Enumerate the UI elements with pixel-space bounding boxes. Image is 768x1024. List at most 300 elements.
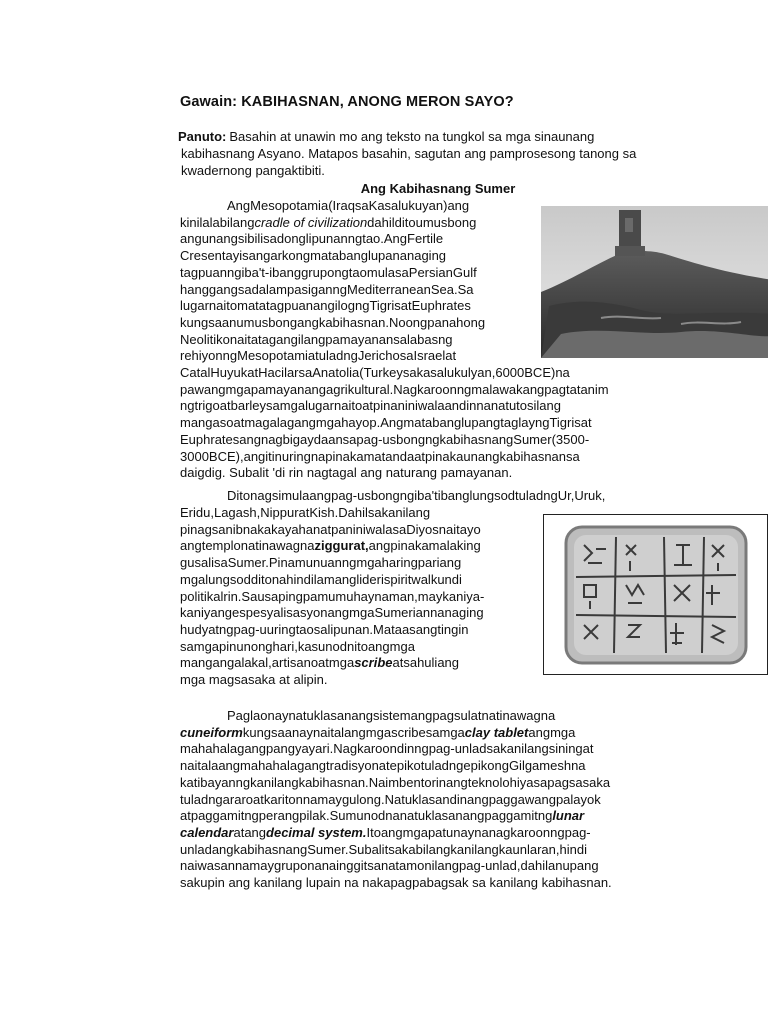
word: ng xyxy=(550,824,565,840)
word: upang xyxy=(562,858,599,874)
word: paggamit xyxy=(190,808,245,824)
word: ng xyxy=(537,808,553,824)
word: matatagpuan xyxy=(237,298,314,314)
word: natamo xyxy=(380,858,425,874)
word: sa xyxy=(472,875,486,891)
word: at xyxy=(253,791,264,807)
text-line xyxy=(180,875,677,892)
word: ang xyxy=(368,538,391,554)
word: natuklasan xyxy=(288,708,352,723)
word: na xyxy=(571,758,586,774)
text-line xyxy=(180,589,532,606)
word: lungsod xyxy=(205,571,251,587)
word: sa xyxy=(342,431,357,447)
word: kanilang xyxy=(489,875,538,891)
word: agrikultural. xyxy=(326,381,394,397)
word: lunar xyxy=(552,808,585,824)
word: Dito xyxy=(227,488,251,503)
word: Gulf xyxy=(452,264,477,280)
text-line xyxy=(180,572,532,589)
word: lider xyxy=(356,571,381,587)
word: lupain xyxy=(305,875,341,891)
word: tulad xyxy=(180,791,209,807)
word: kariton xyxy=(263,791,303,807)
word: tagpuan xyxy=(180,264,227,280)
text-line xyxy=(180,825,677,842)
text-line xyxy=(180,605,532,622)
word: palayok xyxy=(555,791,601,807)
word: clay tablet xyxy=(464,724,529,740)
word: mga xyxy=(389,638,415,654)
word: tingin xyxy=(437,621,469,637)
word: daan xyxy=(313,431,343,447)
word: barley xyxy=(230,398,267,414)
word: pag-uuri xyxy=(233,621,282,637)
word: kaniyang xyxy=(180,605,233,621)
word: cradle of civilization xyxy=(254,214,368,230)
word: scribe xyxy=(354,655,393,671)
word: Subalit xyxy=(229,465,269,481)
word: Sumer. xyxy=(307,841,349,857)
word: mangaso xyxy=(180,415,234,431)
word: Tigris xyxy=(369,298,401,314)
word: may xyxy=(317,791,342,807)
text-line xyxy=(180,365,677,382)
word: naitala xyxy=(180,758,219,774)
word: haring xyxy=(381,555,418,571)
word: ng xyxy=(281,621,296,637)
word: sa xyxy=(486,741,501,757)
word: paniniwala xyxy=(331,521,393,537)
word: hudyat xyxy=(180,621,220,637)
text-line xyxy=(180,215,532,232)
word: kasalukulyan, xyxy=(416,365,496,380)
word: ziggurat, xyxy=(314,538,369,554)
word: sa xyxy=(367,858,381,874)
word: ay xyxy=(225,248,240,264)
word: nainggit xyxy=(321,858,368,874)
word: iba't-ibang xyxy=(241,264,302,280)
word: pinakamalaking xyxy=(390,538,481,554)
word: mga xyxy=(193,638,220,654)
word: labas xyxy=(406,331,439,347)
word: ng xyxy=(222,348,238,364)
word: ay xyxy=(299,724,313,740)
word: at xyxy=(580,415,592,431)
word: 6000 xyxy=(495,365,525,380)
word: kakayahan xyxy=(257,521,321,537)
word: pinunong xyxy=(219,638,273,654)
word: espesyalisasyon xyxy=(232,605,328,621)
text-line xyxy=(180,198,532,215)
word: sibilisadong xyxy=(237,231,306,247)
word: taglay xyxy=(500,415,535,431)
word: ang xyxy=(446,774,468,790)
word: lugar xyxy=(305,398,334,414)
word: ng xyxy=(208,791,223,807)
word: panahong xyxy=(427,314,486,330)
word: at xyxy=(180,808,191,824)
word: pinakamatanda xyxy=(325,448,415,464)
text-line xyxy=(180,415,677,432)
word: daigdig. xyxy=(180,465,226,481)
word: ng xyxy=(456,381,472,397)
word: ng xyxy=(399,488,415,503)
word: hindi xyxy=(286,571,314,587)
word: mga xyxy=(439,724,465,740)
word: Euphrates xyxy=(411,298,471,314)
word: arko xyxy=(270,248,296,264)
paragraph-1-top xyxy=(180,198,532,365)
word: dalampasigan xyxy=(251,281,333,297)
word: mga xyxy=(349,605,375,621)
word: epiko xyxy=(463,758,495,774)
word: sa xyxy=(367,505,382,520)
word: ang xyxy=(244,824,267,840)
word: rehiyon xyxy=(180,348,223,364)
word: itinuring xyxy=(265,448,311,464)
word: patunay xyxy=(427,824,475,840)
word: Sumunod xyxy=(329,808,386,824)
word: Diyos xyxy=(406,521,439,537)
word: sa xyxy=(395,264,409,280)
word: araro xyxy=(222,791,254,807)
word: ng xyxy=(543,488,558,503)
word: unang xyxy=(201,231,238,247)
activity-title: Gawain: KABIHASNAN, ANONG MERON SAYO? xyxy=(180,94,514,110)
word: dito xyxy=(250,571,272,587)
word: Sa xyxy=(241,588,258,604)
word: din xyxy=(459,398,477,414)
word: Dahil xyxy=(338,505,368,520)
word: nagsimula xyxy=(250,488,310,503)
word: pagsasaka xyxy=(547,774,611,790)
word: ng xyxy=(235,774,251,790)
word: katibayan xyxy=(180,774,236,790)
word: kabihasnan. xyxy=(298,774,369,790)
word: sa xyxy=(403,655,418,671)
word: ng xyxy=(219,621,234,637)
word: lipunan. xyxy=(327,621,374,637)
word: magalaga xyxy=(244,415,302,431)
text-line xyxy=(180,741,677,758)
word: na xyxy=(333,398,349,414)
word: silang xyxy=(527,398,561,414)
word: pamayanan. xyxy=(440,465,513,481)
word: ng xyxy=(417,708,433,723)
word: iba't xyxy=(414,488,438,503)
word: ang xyxy=(180,231,202,247)
word: isang xyxy=(239,248,271,264)
word: ang xyxy=(313,298,335,314)
word: lugar xyxy=(180,298,209,314)
word: sining xyxy=(548,741,583,757)
word: Ur, xyxy=(557,488,575,503)
paragraph-3 xyxy=(180,708,677,892)
instructions-line-1: Basahin at unawin mo ang teksto na tungkol sa mga sinaunang xyxy=(229,129,595,144)
word: cuneiform xyxy=(180,724,243,740)
word: kabihasnan. xyxy=(318,314,389,330)
word: na xyxy=(392,248,407,264)
word: lupang xyxy=(461,415,501,431)
word: ito xyxy=(223,298,238,314)
word: may xyxy=(417,588,443,604)
instructions xyxy=(178,128,678,179)
word: hari, xyxy=(272,638,298,654)
word: pinagsanib xyxy=(180,521,243,537)
word: Sumer xyxy=(513,431,552,447)
word: ang xyxy=(243,448,266,464)
word: Mesopotamia xyxy=(237,348,316,364)
word: kabihasnang xyxy=(439,431,514,447)
word: ang xyxy=(437,655,460,671)
word: kanilang xyxy=(381,505,431,520)
text-line xyxy=(180,792,677,809)
word: naitala xyxy=(312,724,352,740)
word: sa xyxy=(399,348,414,364)
word: kung xyxy=(242,724,272,740)
word: ang xyxy=(211,841,234,857)
word: ang xyxy=(309,488,332,503)
word: BCE) xyxy=(524,365,556,380)
word: Mesopotamia xyxy=(250,198,329,213)
word: na xyxy=(242,521,258,537)
word: pag-unlad xyxy=(428,741,487,757)
word: kanilang xyxy=(450,841,499,857)
word: na xyxy=(310,448,326,464)
word: Israel xyxy=(413,348,446,364)
word: nagkaroon xyxy=(488,824,551,840)
text-line xyxy=(180,449,677,466)
word: umusbong xyxy=(415,214,477,230)
word: at xyxy=(414,448,426,464)
word: ang xyxy=(276,331,298,347)
word: tinawag xyxy=(255,538,301,554)
word: Catal xyxy=(180,365,211,380)
word: ang xyxy=(351,708,374,723)
word: teknolohiya xyxy=(467,774,534,790)
word: sa xyxy=(392,521,407,537)
word: natuklasan xyxy=(399,808,463,824)
text-line xyxy=(180,758,677,775)
word: pag-usbong xyxy=(331,488,400,503)
word: pamayanan xyxy=(325,331,394,347)
word: na xyxy=(481,708,496,723)
word: Hacilar xyxy=(258,365,299,380)
word: at xyxy=(320,521,332,537)
word: mula xyxy=(366,264,396,280)
word: nilang xyxy=(424,858,460,874)
word: sa xyxy=(213,555,228,571)
word: na xyxy=(344,875,359,891)
text-line xyxy=(180,348,532,365)
text-line xyxy=(180,382,677,399)
word: kabila xyxy=(401,841,436,857)
word: nito xyxy=(346,638,368,654)
word: Noong xyxy=(388,314,428,330)
text-line xyxy=(180,432,677,449)
text-line xyxy=(180,725,677,742)
word: hanggang xyxy=(180,281,238,297)
word: hayop. xyxy=(341,415,381,431)
word: Persian xyxy=(408,264,453,280)
instructions-line-3: kwadernong pangaktibiti. xyxy=(181,163,325,178)
word: na xyxy=(271,571,287,587)
word: na xyxy=(302,791,318,807)
word: perang xyxy=(258,808,300,824)
word: na xyxy=(474,824,489,840)
word: mga xyxy=(315,415,342,431)
word: bilang xyxy=(219,214,255,230)
text-line xyxy=(180,622,532,639)
word: grupo xyxy=(301,264,335,280)
word: dahil xyxy=(367,214,395,230)
instructions-label: Panuto: xyxy=(178,129,227,144)
word: kabihasnang xyxy=(233,841,308,857)
word: Anatolia xyxy=(312,365,360,380)
word: ng xyxy=(448,758,464,774)
word: pamumuhay xyxy=(302,588,375,604)
word: mga xyxy=(279,398,306,414)
clay-tablet-photo xyxy=(543,514,768,675)
word: Tigris xyxy=(549,415,581,431)
word: ng xyxy=(244,808,259,824)
word: na xyxy=(540,708,556,723)
word: tradisyon xyxy=(326,758,379,774)
word: ang xyxy=(367,638,390,654)
word: ang xyxy=(528,724,551,740)
word: Mataas xyxy=(373,621,416,637)
word: Cresent xyxy=(180,248,226,264)
word: Sea. xyxy=(430,281,458,297)
word: sa xyxy=(298,365,313,380)
word: Ang xyxy=(227,198,251,213)
word: naiwasan xyxy=(180,858,235,874)
word: ng xyxy=(494,758,509,774)
word: nagtagal xyxy=(306,465,357,481)
word: naitatag xyxy=(229,331,277,347)
word: Nippur xyxy=(260,505,299,520)
word: Nagkaroon xyxy=(393,381,457,397)
ziggurat-photo xyxy=(541,206,768,358)
word: sa xyxy=(180,638,194,654)
word: paggawa xyxy=(488,791,542,807)
word: pilak. xyxy=(299,808,330,824)
word: artisano xyxy=(271,655,319,671)
word: tinawag xyxy=(495,708,541,723)
word: ng xyxy=(414,741,429,757)
word: mga xyxy=(225,381,251,397)
word: huli xyxy=(417,655,438,671)
word: ang xyxy=(228,875,251,891)
text-line xyxy=(180,555,532,572)
word: naging xyxy=(444,605,484,621)
word: ang xyxy=(360,465,383,481)
word: Mediterranean xyxy=(347,281,431,297)
word: at xyxy=(279,672,290,688)
word: at xyxy=(378,758,390,774)
word: sa xyxy=(354,198,369,213)
word: pari xyxy=(417,555,440,571)
word: pangyayari. xyxy=(266,741,334,757)
word: Sumerian xyxy=(374,605,431,621)
word: ang xyxy=(467,791,489,807)
word: na xyxy=(307,858,322,874)
word: usaping xyxy=(257,588,303,604)
word: Nagkaroon xyxy=(333,741,397,757)
word: sa xyxy=(393,331,407,347)
paragraph-1-bottom xyxy=(180,365,677,482)
word: unlad xyxy=(180,841,212,857)
text-line xyxy=(180,708,677,725)
word: natuto xyxy=(490,398,528,414)
word: ay xyxy=(274,708,289,723)
word: kundi xyxy=(430,571,462,587)
word: at xyxy=(247,365,259,380)
word: mangangalakal, xyxy=(180,655,272,671)
word: ng xyxy=(295,248,311,264)
word: pawang xyxy=(180,381,226,397)
word: alipin. xyxy=(293,672,328,688)
word: kanilang xyxy=(253,875,303,891)
text-line xyxy=(180,505,532,522)
word: mga xyxy=(356,555,382,571)
word: na xyxy=(240,538,256,554)
word: trigo xyxy=(194,398,220,414)
word: ang xyxy=(380,824,403,840)
word: (3500 xyxy=(551,431,585,447)
word: ng xyxy=(351,724,366,740)
word: hindi xyxy=(559,841,587,857)
word: mga xyxy=(550,724,576,740)
word: pag- xyxy=(564,824,591,840)
word: Uruk, xyxy=(574,488,606,503)
word: at xyxy=(233,415,245,431)
word: mga xyxy=(402,824,428,840)
word: pag-usbong xyxy=(356,431,426,447)
word: lipunan xyxy=(305,231,348,247)
word: sa xyxy=(266,398,280,414)
text-line xyxy=(180,858,677,875)
word: at xyxy=(318,655,329,671)
text-line xyxy=(180,332,532,349)
word: mga xyxy=(365,724,392,740)
word: ang xyxy=(297,314,319,330)
text-line xyxy=(180,231,532,248)
word: kaniya- xyxy=(442,588,485,604)
word: scribe xyxy=(391,724,426,740)
word: Jericho xyxy=(357,348,400,364)
word: ng xyxy=(354,298,370,314)
word: ang xyxy=(218,758,241,774)
word: mga xyxy=(328,655,355,671)
word: sa xyxy=(566,448,580,464)
word: at xyxy=(362,398,374,414)
word: mahahalagang xyxy=(240,758,327,774)
word: saan xyxy=(271,724,300,740)
word: kabihasnan. xyxy=(541,875,612,891)
word: kaunlaran, xyxy=(498,841,560,857)
word: ito xyxy=(348,398,363,414)
word: Lagash, xyxy=(213,505,261,520)
word: ng xyxy=(425,431,440,447)
paragraph-2-body xyxy=(180,505,532,689)
word: at xyxy=(219,398,231,414)
word: gusali xyxy=(180,555,214,571)
word: nakapagpabagsak xyxy=(362,875,469,891)
word: (Iraq xyxy=(328,198,355,213)
word: ng xyxy=(301,415,316,431)
